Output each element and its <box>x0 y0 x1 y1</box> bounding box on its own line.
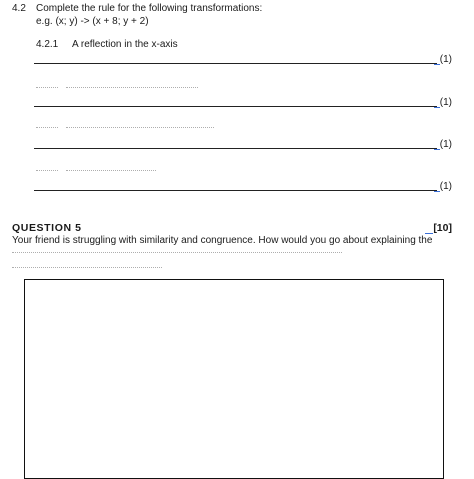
subquestion-number: 4.2.1 <box>36 39 59 50</box>
obscured-text <box>12 252 342 253</box>
question-example: e.g. (x; y) -> (x + 8; y + 2) <box>36 16 149 27</box>
mark-allocation <box>434 181 452 192</box>
question-title: QUESTION 5 <box>12 222 82 234</box>
subquestion-text: A reflection in the x-axis <box>72 39 178 50</box>
answer-line[interactable] <box>34 106 437 107</box>
obscured-number <box>36 127 58 128</box>
obscured-text <box>66 87 198 88</box>
mark-text: (1) <box>439 139 452 150</box>
answer-box[interactable] <box>24 279 444 479</box>
mark-allocation <box>434 54 452 65</box>
answer-line[interactable] <box>34 190 437 191</box>
mark-text: (1) <box>439 54 452 65</box>
obscured-text <box>12 267 162 268</box>
obscured-number <box>36 170 58 171</box>
answer-line[interactable] <box>34 148 437 149</box>
obscured-text <box>66 170 156 171</box>
mark-text: (1) <box>439 97 452 108</box>
question-number: 4.2 <box>12 3 26 14</box>
question-instruction: Complete the rule for the following transformations: <box>36 3 263 14</box>
answer-line[interactable] <box>34 63 437 64</box>
obscured-text <box>66 127 214 128</box>
obscured-number <box>36 87 58 88</box>
question-total-marks <box>425 222 452 234</box>
mark-allocation <box>434 139 452 150</box>
total-text: [10] <box>433 222 452 234</box>
mark-allocation <box>434 97 452 108</box>
mark-text: (1) <box>439 181 452 192</box>
question-text: Your friend is struggling with similarity and congruence. How would you go about explaining the <box>12 235 433 246</box>
